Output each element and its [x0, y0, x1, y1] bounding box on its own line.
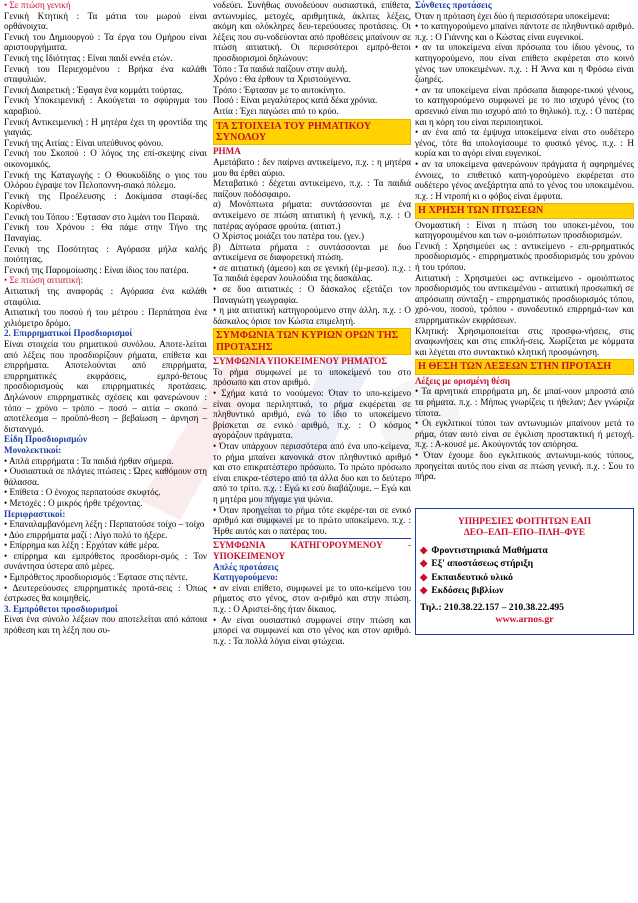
column-1	[4, 0, 207, 903]
paragraph: Γενική Διαιρετική : Έφαγα ένα κομμάτι τούρτας.	[4, 84, 183, 95]
paragraph: Περιφραστικοί:	[4, 508, 66, 519]
paragraph: Μεταβατικό : δέχεται αντικείμενο, π.χ. : Τα παιδιά παίζουν ποδόσφαιρο.	[213, 178, 411, 199]
paragraph: Αιτιατική : Χρησιμεύει ως: αντικείμενο - ομοιόπτωτος προσδιορισμός του αντικειμένου - αιτιατική προσωπική σε απρόσωπη σύνταξη - επιρρηματικός προσδιορισμός τόπου, χρό-νου, ποσού, τρόπου - συνοδευτικό επιρρημά-των και επιρρηματικών εκφράσεων.	[415, 272, 634, 326]
paragraph: • Επαναλαμβανόμενη λέξη : Περπατούσε τοίχο – τοίχο	[4, 519, 205, 530]
ad-service-item	[420, 557, 629, 571]
column-1-paragraphs	[4, 0, 207, 636]
paragraph: • Επίρρημα και λέξη : Ερχόταν κάθε μέρα.	[4, 540, 160, 551]
ad-services-list	[420, 544, 629, 598]
paragraph: Τόπο : Τα παιδιά παίζουν στην αυλή.	[213, 63, 348, 74]
bullet-icon: ◆	[420, 544, 428, 556]
paragraph: • Όταν υπάρχουν περισσότερα από ένα υπο-κείμενα, το ρήμα μπαίνει κανονικά στον πληθυντικό αριθμό και στο επικρατέστερο πρόσωπο. Το πρώτο πρόσωπο είναι επικρα-τέστερο από τα άλλα δυο και το δεύτερο από το τρίτο. π.χ. : Εγώ κι εσύ διαβάζουμε. – Εγώ και η μητέρα μου πήγαμε για ψώνια.	[213, 441, 411, 504]
column-2	[213, 0, 411, 903]
paragraph: Γενική του Περιεχομένου : Βρήκα ένα καλάθι σταφυλιών.	[4, 63, 207, 85]
paragraph: Γενική του Δημιουργού : Τα έργα του Ομήρου είναι αριστουργήματα.	[4, 31, 207, 53]
word-order-section	[415, 376, 634, 482]
paragraph: • Σε πτώση αιτιατική:	[4, 275, 84, 286]
section-banner-case-usage: Η ΧΡΗΣΗ ΤΩΝ ΠΤΩΣΕΩΝ	[415, 203, 634, 218]
paragraph: Αιτιατική του ποσού ή του μέτρου : Περπάτησα ένα χιλιόμετρο δρόμο.	[4, 307, 207, 328]
paragraph: α) Μονόπτωτα ρήματα: συντάσσονται με ένα αντικείμενο σε πτώση αιτιατική ή γενική, π.χ. : Ο πατέρας αγόρασε φρούτα. (αιτιατ.)	[213, 199, 411, 231]
paragraph: • η μια αιτιατική κατηγορούμενο στην άλλη. π.χ. : Ο δάσκαλος όρισε τον Κώστα επιμελητή.	[213, 305, 411, 326]
section-banner-agreement: ΣΥΜΦΩΝΙΑ ΤΩΝ ΚΥΡΙΩΝ ΟΡΩΝ ΤΗΣ ΠΡΟΤΑΣΗΣ	[213, 328, 411, 355]
paragraph: • αν είναι επίθετο, συμφωνεί με το υπο-κείμενο του ρήματος στο γένος, στον α-ριθμό και στην πτώση. π.χ. : Ο Αριστεί-δης ήταν δίκαιος.	[213, 582, 411, 614]
bullet-icon: ◆	[420, 558, 428, 570]
paragraph: Γενική της Ιδιότητας : Είναι παιδί εννέα ετών.	[4, 52, 173, 63]
ad-service-label: Εξ' αποστάσεως στήριξη	[431, 558, 534, 570]
paragraph: • το κατηγορούμενο μπαίνει πάντοτε σε πληθυντικό αριθμό. π.χ. : Ο Γιάννης και ο Κώστας είναι ευγενικοί.	[415, 21, 634, 42]
paragraph: Γενική Υποκειμενική : Ακούγεται το σφύριγμα του καραβιού.	[4, 95, 207, 116]
paragraph: • Μετοχές : Ο μικρός ήρθε τρέχοντας.	[4, 497, 143, 508]
bullet-icon: ◆	[420, 571, 428, 583]
paragraph: Ονομαστική : Είναι η πτώση του υποκει-μένου, του κατηγορουμένου και των ο-μοιόπτωτων προσδιορισμών.	[415, 219, 634, 241]
paragraph: • Τα αρνητικά επιρρήματα μη, δε μπαί-νουν μπροστά από τα ρήματα. π.χ. : Μήπως γνωρίζεις τι ήθελαν; Δεν γνώριζα τίποτα.	[415, 386, 634, 418]
paragraph: • Σε πτώση γενική	[4, 0, 71, 10]
paragraph: Απλές προτάσεις	[213, 561, 279, 572]
paragraph: Γενική της Προέλευσης : Δοκίμασα σταφί-δες Κορίνθου.	[4, 190, 207, 212]
paragraph: Όταν η πρόταση έχει δύο ή περισσότερα υποκείμενα:	[415, 10, 610, 21]
paragraph: • Ουσιαστικά σε πλάγιες πτώσεις : Ώρες καθόμουν στη θάλασσα.	[4, 466, 207, 487]
paragraph: Γενική του Χρόνου : Θα πάμε στην Τήνο της Παναγίας.	[4, 222, 207, 244]
paragraph: Ποσό : Είναι μεγαλύτερος κατά δέκα χρόνια.	[213, 95, 378, 106]
paragraph: Γενική του Τόπου : Έφτασαν στο λιμάνι του Πειραιά.	[4, 211, 200, 222]
paragraph: • Οι εγκλιτικοί τύποι των αντωνυμιών μπαίνουν μετά το ρήμα, όταν αυτό είναι σε έγκλιση προστακτική ή μετοχή. π.χ. : Α-κουσέ με. Ακούγοντάς τον απόρησα.	[415, 418, 634, 450]
paragraph: Γενική του Σκοπού : Ο λόγος της επί-σκεψης είναι οικονομικός.	[4, 148, 207, 169]
advertisement-box	[415, 508, 634, 635]
paragraph: • αν τα υποκείμενα είναι πρόσωπα διαφορε-τικού γένους, το κατηγορούμενο συμφωνεί με το πιο ισχυρό γένος (το αρσενικό είναι πιο ισχυρό από το θηλυκό). π.χ. : Ο πατέρας και η κόρη του είναι περιποιητικοί.	[415, 84, 634, 127]
paragraph: Γενική της Καταγωγής : Ο Θουκυδίδης ο γιος του Ολόρου έγραψε τον Πελοποννη-σιακό πόλεμο.	[4, 169, 207, 191]
paragraph: Χρόνο : Θα έρθουν τα Χριστούγεννα.	[213, 74, 351, 85]
paragraph: • Όταν προηγείται το ρήμα τότε εκφέρε-ται σε ενικό αριθμό και συμφωνεί με το πρώτο υποκείμενο. π.χ. : Ήρθε αυτός και ο πατέρας του.	[213, 504, 411, 536]
paragraph: Είναι στοιχεία του ρηματικού συνόλου. Αποτε-λείται από λέξεις που προσδιορίζουν ρήματα, επίθετα και επιρρήματα. Αποτελούνται από επιρρήματα, επιρρηματικές εκφράσεις, εμπρό-θετους προσδιορισμούς και επιρρηματικές προτάσεις. Δηλώνουν επιρρηματικές σχέσεις και φανερώνουν : τόπο – χρόνο – τρόπο – ποσό – αιτία – σκοπό – αποτέλεσμα – προϋπό-θεση – βεβαίωση – άρνηση – διστανγμό.	[4, 339, 207, 434]
paragraph: Λέξεις με ορισμένη θέση	[415, 375, 511, 386]
paragraph: νοδεύει. Συνήθως συνοδεύουν ουσιαστικά, επίθετα, αντωνυμίες, μετοχές, αριθμητικά, άκλιτες λέξεις, ακόμη και ολόκληρες δευ-τερεύουσες προτάσεις. Οι λέξεις που συ-νοδεύονται από προθέσεις μπαίνουν σε πτώση αιτιατική. Οι περισσότεροι εμπρό-θετοι προσδιορισμοί δηλώνουν:	[213, 0, 411, 63]
paragraph: • σε αιτιατική (άμεσο) και σε γενική (έμ-μεσο). π.χ. : Τα παιδιά έφεραν λουλούδια της δασκάλας.	[213, 262, 411, 284]
ad-service-label: Εκδόσεις βιβλίων	[431, 585, 504, 597]
paragraph: • Όταν έχουμε δυο εγκλιτικούς αντωνυμι-κούς τύπους, προηγείται αυτός που είναι σε πτώση γενική. π.χ. : Σου το πήρα.	[415, 449, 634, 482]
verb-section	[213, 146, 411, 326]
ad-service-item	[420, 584, 629, 598]
ad-phone: Τηλ.: 210.38.22.157 – 210.38.22.495	[420, 601, 564, 613]
paragraph: Το ρήμα συμφωνεί με το υποκείμενό του στο πρόσωπο και στον αριθμό.	[213, 366, 411, 388]
paragraph: • Δευτερεύουσες επιρρηματικές προτά-σεις : Όπως έστρωσες θα κοιμηθείς.	[4, 582, 207, 604]
paragraph: Γενική της Αιτίας : Είναι υπεύθυνος φόνου.	[4, 137, 164, 148]
bullet-icon: ◆	[420, 585, 428, 597]
paragraph: ΣΥΜΦΩΝΙΑ ΥΠΟΚΕΙΜΕΝΟΥ ΡΗΜΑΤΟΣ	[213, 356, 388, 367]
paragraph: Είναι ένα σύνολο λέξεων που αποτελείται από κάποια πρόθεση και τη λέξη που συ-	[4, 614, 207, 636]
section-banner-verb-system: ΤΑ ΣΤΟΙΧΕΙΑ ΤΟΥ ΡΗΜΑΤΙΚΟΥ ΣΥΝΟΛΟΥ	[213, 119, 411, 146]
paragraph: • αν ένα από τα έμψυχα υποκείμενα είναι στο ουδέτερο γένος, τότε θα υπολογίσουμε το φυσικό γένος. π.χ. : Η κυρία και το αγόρι είναι ευγενικοί.	[415, 127, 634, 159]
paragraph: Γενική Κτητική : Τα μάτια του μωρού είναι ορθάνοιχτα.	[4, 10, 207, 32]
predicate-agreement-section	[213, 540, 411, 646]
paragraph: • αν τα υποκείμενα φανερώνουν πράγματα ή αφηρημένες έννοιες, το επιθετικό κατη-γορούμενο εκφέρεται στο ουδέτερο γένος ανεξάρτητα από το γένος του υποκειμένου. π.χ. : Η ντροπή κι ο φόβος είναι έμφυτα.	[415, 158, 634, 201]
ad-service-label: Φροντιστηριακά Μαθήματα	[431, 544, 548, 556]
paragraph: Αμετάβατο : δεν παίρνει αντικείμενο, π.χ. : η μητέρα μου θα έρθει αύριο.	[213, 156, 411, 178]
paragraph: Γενική : Χρησιμεύει ως : αντικείμενο - επι-ρρηματικός προσδιορισμός - επιρρηματικός προσδιορισμός του χρόνου ή του τρόπου.	[415, 240, 634, 273]
paragraph: • Αν είναι ουσιαστικό συμφωνεί στην πτώση και μπορεί να συμφωνεί και στο γένος και στον αριθμό. π.χ. : Τα πολλά λόγια είναι φτώχεια.	[213, 614, 411, 646]
case-usage-section	[415, 220, 634, 358]
paragraph: Γενική της Παρομοίωσης : Είναι ίδιος του πατέρα.	[4, 264, 189, 275]
ad-service-item	[420, 544, 629, 558]
paragraph: • Απλά επιρρήματα : Τα παιδιά ήρθαν σήμερα.	[4, 455, 174, 466]
ad-subtitle: ΔΕΟ–ΕΛΠ–ΕΠΟ–ΠΛΗ–ΦΥΕ	[463, 528, 586, 539]
paragraph: Τρόπο : Έφτασαν με το αυτοκίνητο.	[213, 84, 346, 95]
paragraph: • Επίθετα : Ο ένοχος περπατούσε σκυφτός.	[4, 487, 161, 498]
divider	[213, 538, 411, 539]
paragraph: Γενική της Ποσότητας : Αγόρασα μήλα καλής ποιότητας.	[4, 243, 207, 265]
ad-title: ΥΠΗΡΕΣΙΕΣ ΦΟΙΤΗΤΩΝ ΕΑΠ	[457, 516, 592, 527]
paragraph: • Εμπρόθετος προσδιορισμός : Έφτασε στις πέντε.	[4, 572, 188, 583]
ad-service-label: Εκπαιδευτικό υλικό	[431, 571, 513, 583]
paragraph: Κατηγορούμενο:	[213, 572, 278, 583]
paragraph: Μονολεκτικοί:	[4, 444, 62, 455]
subject-verb-agreement-section	[213, 356, 411, 536]
prepositional-section	[213, 0, 411, 117]
paragraph: Σύνθετες προτάσεις	[415, 0, 492, 10]
paragraph: • Δύο επιρρήματα μαζί : Λίγο πολύ το ήξερε.	[4, 529, 168, 540]
paragraph: 3. Εμπρόθετοι προσδιορισμοί	[4, 603, 118, 614]
paragraph: Αιτία : Έχει παγώσει από το κρύο.	[213, 105, 339, 116]
paragraph: • Σχήμα κατά το νοούμενο: Όταν το υπο-κείμενο είναι ονομα περιληπτικό, το ρήμα εκφέρεται σε πληθυντικό αριθμό, ενώ το ίδιο το υποκείμενο βρίσκεται σε ενικό αριθμό, π.χ. : Ο κόσμος αγοράζουν πράγματα.	[213, 388, 411, 441]
paragraph: 2. Επιρρηματικοί Προσδιορισμοί	[4, 328, 133, 339]
section-banner-word-order: Η ΘΕΣΗ ΤΩΝ ΛΕΞΕΩΝ ΣΤΗΝ ΠΡΟΤΑΣΗ	[415, 359, 634, 374]
paragraph: • επίρρημα και εμπρόθετος προσδιορι-σμός : Τον συνάντησα ύστερα από μέρες.	[4, 550, 207, 572]
paragraph: Γενική Αντικειμενική : Η μητέρα έχει τη φροντίδα της γιαγιάς.	[4, 116, 207, 138]
ad-website-link[interactable]: www.arnos.gr	[495, 614, 554, 626]
paragraph: ΡΗΜΑ	[213, 146, 241, 157]
paragraph: β) Δίπτωτα ρήματα : συντάσσονται με δυο αντικείμενα σε διαφορετική πτώση.	[213, 241, 411, 263]
paragraph: ΣΥΜΦΩΝΙΑ ΚΑΤΗΓΟΡΟΥΜΕΝΟΥ - ΥΠΟΚΕΙΜΕΝΟΥ	[213, 540, 411, 561]
paragraph: • σε δυο αιτιατικές : Ο δάσκαλος εξετάζει τον Παναγιώτη γεωγραφία.	[213, 284, 411, 305]
paragraph: Ο Χρίστος μοιάζει του πατέρα του. (γεν.)	[213, 231, 365, 242]
compound-sentences-section	[415, 0, 634, 201]
paragraph: • αν τα υποκείμενα είναι πρόσωπα του ίδιου γένους, το κατηγορούμενο, που είναι επίθετο εκφέρεται στο κοινό γένος των υποκειμένων. π.χ. : Η Άννα και η Φρόσω είναι ζωηρές.	[415, 42, 634, 85]
paragraph: Αιτιατική της αναφοράς : Αγόρασα ένα καλάθι σταφύλια.	[4, 286, 207, 307]
column-3	[415, 0, 634, 903]
paragraph: Είδη Προσδιορισμών	[4, 434, 88, 445]
paragraph: Κλητική: Χρησιμοποιείται στις προσφω-νήσεις, στις αναφωνήσεις και στις επικλή-σεις. Χωρίζεται με κόμματα και λέγεται στο συντακτικό κλητική προσφώνηση.	[415, 325, 634, 357]
ad-service-item	[420, 571, 629, 585]
